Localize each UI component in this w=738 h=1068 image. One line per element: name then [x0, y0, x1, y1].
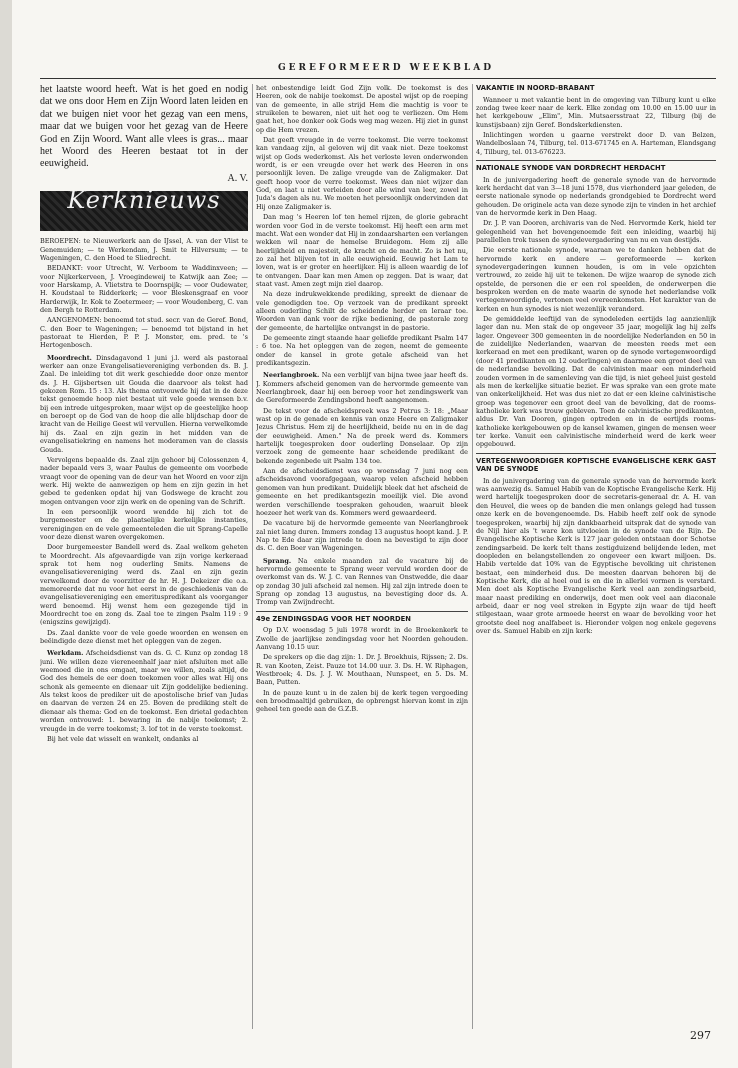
vakantie-text: Wanneer u met vakantie bent in de omgeving van Tilburg kunt u elke zondag twee keer naar de kerk. Elke zondag om 10.00 en 15.00 uur in het kerkgebouw „Elim", Min. Mutsaersstraat 22, Tilburg (bij de kunstijsbaan) zijn Geref. Bondskerkdiensten. — [476, 95, 716, 129]
column-2 — [256, 84, 468, 1044]
neerlangbroek-text: Na een verblijf van bijna twee jaar heeft ds. J. Kommers afscheid genomen van de hervormde gemeente van Neerlangbroek, daar hij een beroep voor het zendingswerk van de Gereformeerde Zendingsbond heeft aangenomen. — [256, 371, 468, 405]
koptische-kerk-text: In de junivergadering van de generale synode van de hervormde kerk was aanwezig ds. Samuel Habib van de Koptische Evangelische Kerk. Hij werd hartelijk toegesproken door de secretaris-generaal dr. A. H. van den Heuvel, die wees op de banden die men onlangs gelegd had tussen onze kerk en de bovengenoemde. Ds. Habib heeft zelf ook de synode toegesproken, waarbij hij zijn dankbaarheid uitsprak dat de synode van de Nijl hier als 't ware kon uitvloeien in de synode van de Rijn. De Evangelische Koptische Kerk is 127 jaar geleden ontstaan door Schotse zendingsarbeid. De kerk telt thans zestigduizend belijdende leden, met doopleden en belangstellenden zo ongeveer een kwart miljoen. Ds. Habib vertelde dat 10% van de Egyptische bevolking uit christenen bestaat, een minderheid dus. De meesten daarvan behoren bij de Koptische Kerk, die al heel oud is en die in allerlei vormen is verstard. Men doet als Koptische Evangelische Kerk veel aan zendingsarbeid, maar naast prediking en onderwijs, doet men ook veel aan diaconale arbeid, daar er nog veel streken in Egypte zijn waar de tijd heeft stilgestaan, waar grote armoede heerst en waar de bevolking voor het grootste deel nog analfabeet is. Hieronder volgen nog enkele gegevens over ds. Samuel Habib en zijn kerk: — [476, 476, 716, 635]
werkdam-text-3: Dat geeft vreugde in de verre toekomst. Die verre toekomst kan vandaag zijn, al geloven wij dit vaak niet. Deze toekomst wijst op Gods wederkomst. Als het verloste leven onderwonden wordt, is er een vreugde over het werk des Heeren in ons persoonlijk leven. De zalige vreugde van de Zaligmaker. Dat geeft hoop voor de verre toekomst. Wees dan niet wijzer dan God, en laat u niet verleiden door alle wind van leer, zowel in Juda's dagen als nu. We moeten het persoonlijk ondervinden dat Hij onze Zaligmaker is. — [256, 136, 468, 211]
synode-heading: NATIONALE SYNODE VAN DORDRECHT HERDACHT — [476, 160, 716, 173]
page-number: 297 — [690, 1029, 711, 1042]
page-binding-edge — [0, 0, 12, 1068]
neerlangbroek-text-4: De vacature bij de hervormde gemeente van Neerlangbroek zal niet lang duren. Immers zondag 13 augustus hoopt kand. J. P. Nap te Ede daar zijn intrede te doen na bevestigd te zijn door ds. C. den Boer van Wageningen. — [256, 519, 468, 553]
werkdam-text-5: Na deze indrukwekkende prediking, spreekt de dienaar de vele genodigden toe. Op verzoek van de predikant spreekt alleen ouderling Schilt de scheidende herder en leraar toe. Woorden van dank voor de rijke bediening, de pastorale zorg der gemeente, de hartelijke ontvangst in de pastorie. — [256, 290, 468, 332]
moordrecht-text-3: In een persoonlijk woord wendde hij zich tot de burgemeester en de plaatselijke kerkelijke instanties, verenigingen en de vele gemeenteleden die uit Sprang-Capelle voor deze dienst waren overgekomen. — [40, 507, 248, 541]
neerlangbroek-text-3: Aan de afscheidsdienst was op woensdag 7 juni nog een afscheidsavond voorafgegaan, waarop velen afscheid hebben genomen van hun predikant. Duidelijk bleek dat het afscheid de gemeente en het predikantsgezin moeilijk viel. Die avond werden verschillende toespraken gehouden, waaruit bleek hoezeer het werk van ds. Kommers werd gewaardeerd. — [256, 467, 468, 517]
vakantie-heading: VAKANTIE IN NOORD-BRABANT — [476, 84, 595, 92]
intro-signature: A. V. — [227, 172, 248, 184]
werkdam-continued: het onbestendige leidt God Zijn volk. De toekomst is des Heeren, ook de nabije toekomst. De apostel wijst op de roeping van de gemeente, in alle strijd Hem die machtig is voor te struikelen te bewaren, niet uit het oog te verliezen. Om Hem gaat het, hoe donker ook Gods weg mag wezen. Hij ziet in gunst op die Hem vrezen. — [256, 84, 468, 134]
werkdam-text-4: Dan mag 's Heeren lof ten hemel rijzen, de glorie gebracht worden voor God in de verste toekomst. Hij heeft een arm met macht. Wat een wonder dat Hij in zondaarsharten een verlangen wekken wil naar de hemelse Bruidegom. Hem zij alle heerlijkheid en majesteit, de kracht en de macht. Zo is het nu, zo zal het blijven tot in alle eeuwigheid. Eeuwig het Lam te loven, wat is er groter en heerlijker. Hij is alleen waardig de lof te ontvangen. Daar kan men Amen op zeggen. Dat is waar, dat staat vast. Amen zegt mijn ziel daarop. — [256, 213, 468, 288]
zendingsdag-text-2: De sprekers op die dag zijn: 1. Dr. J. Broekhuis, Rijssen; 2. Ds. R. van Kooten, Zeist. Pauze tot 14.00 uur. 3. Ds. H. W. Riphagen, Westbroek; 4. Ds. J. J. W. Mouthaan, Nunspeet, en 5. Ds. M. Baan, Putten. — [256, 653, 468, 687]
zendingsdag-text-3: In de pauze kunt u in de zalen bij de kerk tegen vergoeding een broodmaaltijd gebruiken, de opbrengst hiervan komt in zijn geheel ten goede aan de G.Z.B. — [256, 688, 468, 714]
moordrecht-heading: Moordrecht. — [47, 353, 92, 362]
werkdam-heading: Werkdam. — [47, 649, 84, 658]
synode-text-4: De gemiddelde leeftijd van de synodeleden eertijds lag aanzienlijk lager dan nu. Men stak de op ongeveer 35 jaar, mogelijk lag hij zelfs lager. Ongeveer 300 gemeenten in de noordelijke Nederlanden en 50 in de zuidelijke Nederlanden, waarvan de meesten reeds met een kerkeraad en met een predikant, waren op de synode vertegenwoordigd (door 41 predikanten en 12 ouderlingen) en daarmee een groot deel van de nederlandse bevolking. Dat de calvinisten maar een minderheid zouden vormen in de samenleving van die tijd, is niet geheel juist gesteld als men de kerkelijke situatie beziet. Er was sprake van een grote mate van onkerkelijkheid. Het was dus niet zo dat er een kleine calvinistische groep was tegenover een groot deel van de bevolking, dat de rooms-katholieke kerk was trouw gebleven. Toen de calvinistische predikanten, aldus Dr. Van Dooren, gingen optreden en in de eertijds rooms-katholieke kerkgebouwen op de kansel kwamen, gingen de mensen weer ter kerke. Vanuit een calvinistische minderheid werd de kerk weer opgebouwd. — [476, 315, 716, 449]
werkdam-text: Afscheidsdienst van ds. G. C. Kunz op zondag 18 juni. We willen deze viereneenhalf jaar niet afsluiten met alle weemoed die in ons omgaat, maar we willen, zoals altijd, de God des hemels de eer doen toekomen voor alles wat Hij ons schonk als gemeente en dienaar uit Zijn goddelijke bediening. Als tekst koos de prediker uit de apostolische brief van Judas en daarvan de verzen 24 en 25. Boven de prediking stelt de dienaar als thema: God en de toekomst. Een drietal gedachten worden ontvouwd: 1. bewaring in de nabije toekomst; 2. vreugde in de verre toekomst; 3. lof tot in de verste toekomst. — [40, 649, 248, 733]
sprang-text: Na enkele maanden zal de vacature bij de hervormde gemeente te Sprang weer vervuld worden door de overkomst van ds. W. J. C. van Rennes van Onstwedde, die daar op zondag 30 juli afscheid zal nemen. Hij zal zijn intrede doen te Sprang op zondag 13 augustus, na bevestiging door ds. A. Tromp van Zwijndrecht. — [256, 556, 468, 607]
column-divider — [472, 84, 473, 1029]
beroepen-text: BEROEPEN: te Nieuwerkerk aan de IJssel, A. van der Vlist te Genemuiden; — te Werkendam, J. Smit te Hilversum; — te Wageningen, C. den Hoed te Sliedrecht. — [40, 237, 248, 262]
moordrecht-text-2: Vervolgens bepaalde ds. Zaal zijn gehoor bij Colossenzen 4, nader bepaald vers 3, waar Paulus de gemeente om voorbede vraagt voor de opening van de deur van het Woord en voor zijn werk. Hij wekte de aanwezigen op hem en zijn gezin in het gebed te gedenken opdat hij van Godswege de kracht zou mogen ontvangen voor zijn werk en de opening van de Schrift. — [40, 455, 248, 506]
aangenomen-text: AANGENOMEN: benoemd tot stud. secr. van de Geref. Bond, C. den Boer te Wageningen; — benoemd tot bijstand in het pastoraat te Hierden, P. P. J. Monster, em. pred. te 's Hertogenbosch. — [40, 316, 248, 350]
intro-text: het laatste woord heeft. Wat is het goed en nodig dat we ons door Hem en Zijn Woord laten leiden en dat we buigen niet voor het gezag van een mens, maar dat we buigen voor het gezag van de Heere God en Zijn Woord. Want alle vlees is gras... maar het Woord des Heeren bestaat tot in der eeuwigheid. — [40, 84, 248, 170]
banner-title: Kerknieuws — [67, 191, 221, 215]
neerlangbroek-heading: Neerlangbroek. — [263, 371, 320, 380]
werkdam-text-6: De gemeente zingt staande haar geliefde predikant Psalm 147 : 6 toe. Na het opleggen van de zegen, neemt de gemeente onder de kansel in grote getale afscheid van het predikantsgezin. — [256, 333, 468, 367]
sprang-heading: Sprang. — [263, 556, 292, 565]
zendingsdag-heading: 49e ZENDINGSDAG VOOR HET NOORDEN — [256, 611, 468, 624]
masthead-rule — [40, 78, 716, 79]
werkdam-text-2: Bij het vele dat wisselt en wankelt, ondanks al — [47, 734, 199, 743]
vakantie-text-2: Inlichtingen worden u gaarne verstrekt door D. van Belzen, Wandelboslaan 74, Tilburg, tel. 013-671745 en A. Harteman, Elandsgang 4, Tilburg, tel. 013-676223. — [476, 130, 716, 156]
masthead: GEREFORMEERD WEEKBLAD — [277, 63, 495, 73]
moordrecht-text-5: Ds. Zaal dankte voor de vele goede woorden en wensen en beëindigde deze dienst met het opleggen van de zegen. — [40, 628, 248, 646]
synode-text: In de junivergadering heeft de generale synode van de hervormde kerk herdacht dat van 3—18 juni 1578, dus vierhonderd jaar geleden, de eerste nationale synode op nederlands grondgebied te Dordrecht werd gehouden. De originele acta van deze synode zijn te vinden in het archief van de hervormde kerk in Den Haag. — [476, 175, 716, 217]
moordrecht-text: Dinsdagavond 1 juni j.l. werd als pastoraal werker aan onze Evangelisatievereniging verbonden ds. B. J. Zaal. De inleiding tot dit werk geschiedde door onze mentor ds. J. H. Gijsbertsen uit Gouda die daarvoor als tekst had gekozen Rom. 15 : 13. Als thema ontvouwde hij dat in de deze tekst genoemde hoop niet bestaat uit vele goede wensen b.v. bij een intrede uitgesproken, maar wijst op de geestelijke hoop en beroept op de God van de hoop die alle blijdschap door de kracht van de Heilige Geest wil vervullen. Hierna verwelkomde hij ds. Zaal en zijn gezin in het midden van de evangelisatiekring en namens het moderamen van de classis Gouda. — [40, 353, 248, 454]
koptische-kerk-heading: VERTEGENWOORDIGER KOPTISCHE EVANGELISCHE KERK GAST VAN DE SYNODE — [476, 453, 716, 474]
column-divider — [252, 84, 253, 1029]
synode-text-2: Dr. J. P. van Dooren, archivaris van de Ned. Hervormde Kerk, hield ter gelegenheid van het bovengenoemde feit een inleiding, waarbij hij parallellen trok tussen de synodevergadering van nu en van destijds. — [476, 219, 716, 244]
bedankt-text: BEDANKT: voor Utrecht, W. Verboom te Waddinxveen; — voor Nijkerkerveen, J. Vroegindeweij te Katwijk aan Zee; — voor Harskamp, A. Vlietstra te Doornspijk; — voor Oudewater, H. Koudstaal te Ridderkerk; — voor Bleskensgraaf en voor Harderwijk, Ir. Kok te Zoetermeer; — voor Woudenberg, C. van den Bergh te Rotterdam. — [40, 264, 248, 314]
kerknieuws-banner — [40, 191, 248, 231]
column-1 — [40, 84, 248, 1044]
zendingsdag-text: Op D.V. woensdag 5 juli 1978 wordt in de Broekenkerk te Zwolle de jaarlijkse zendingsdag voor het Noorden gehouden. Aanvang 10.15 uur. — [256, 626, 468, 651]
synode-text-3: Die eerste nationale synode, waaraan we te danken hebben dat de hervormde kerk en andere — gereformeerde — kerken synodevergaderingen kunnen houden, is om in vele opzichten vertrouwd, zo zeide hij uit te tekenen. De wijze waarop de synode zich opstelde, de personen die er een rol speelden, de onderwerpen die besproken werden en de mate waarin de synode het nederlandse volk vertegenwoordigde, vertonen veel overeenkomsten. Het karakter van de kerken en hun synodes is niet wezenlijk veranderd. — [476, 246, 716, 313]
neerlangbroek-text-2: De tekst voor de afscheidspreek was 2 Petrus 3: 18: „Maar wast op in de genade en kennis van onze Heere en Zaligmaker Jezus Christus. Hem zij de heerlijkheid, beide nu en in de dag der eeuwigheid. Amen." Na de preek werd ds. Kommers hartelijk toegesproken door ouderling Donselaar. Op zijn verzoek zong de gemeente haar scheidende predikant de bekende zegenbede uit Psalm 134 toe. — [256, 406, 468, 465]
moordrecht-text-4: Door burgemeester Bandell werd ds. Zaal welkom geheten te Moordrecht. Als afgevaardigde van zijn vorige kerkeraad sprak tot hem nog ouderling Smits. Namens de evangelisatievereniging werd ds. Zaal en zijn gezin verwelkomd door de voorzitter de hr. H. J. Dekeizer die o.a. memoreerde dat nu voor het eerst in de geschiedenis van de evangelisatievereniging een emerituspredikant als voorganger werd benoemd. Hij wenst hem een gezegende tijd in Moordrecht toe en zong ds. Zaal toe te zingen Psalm 119 : 9 (enigszins gewijzigd). — [40, 543, 248, 627]
column-3 — [476, 84, 716, 1044]
